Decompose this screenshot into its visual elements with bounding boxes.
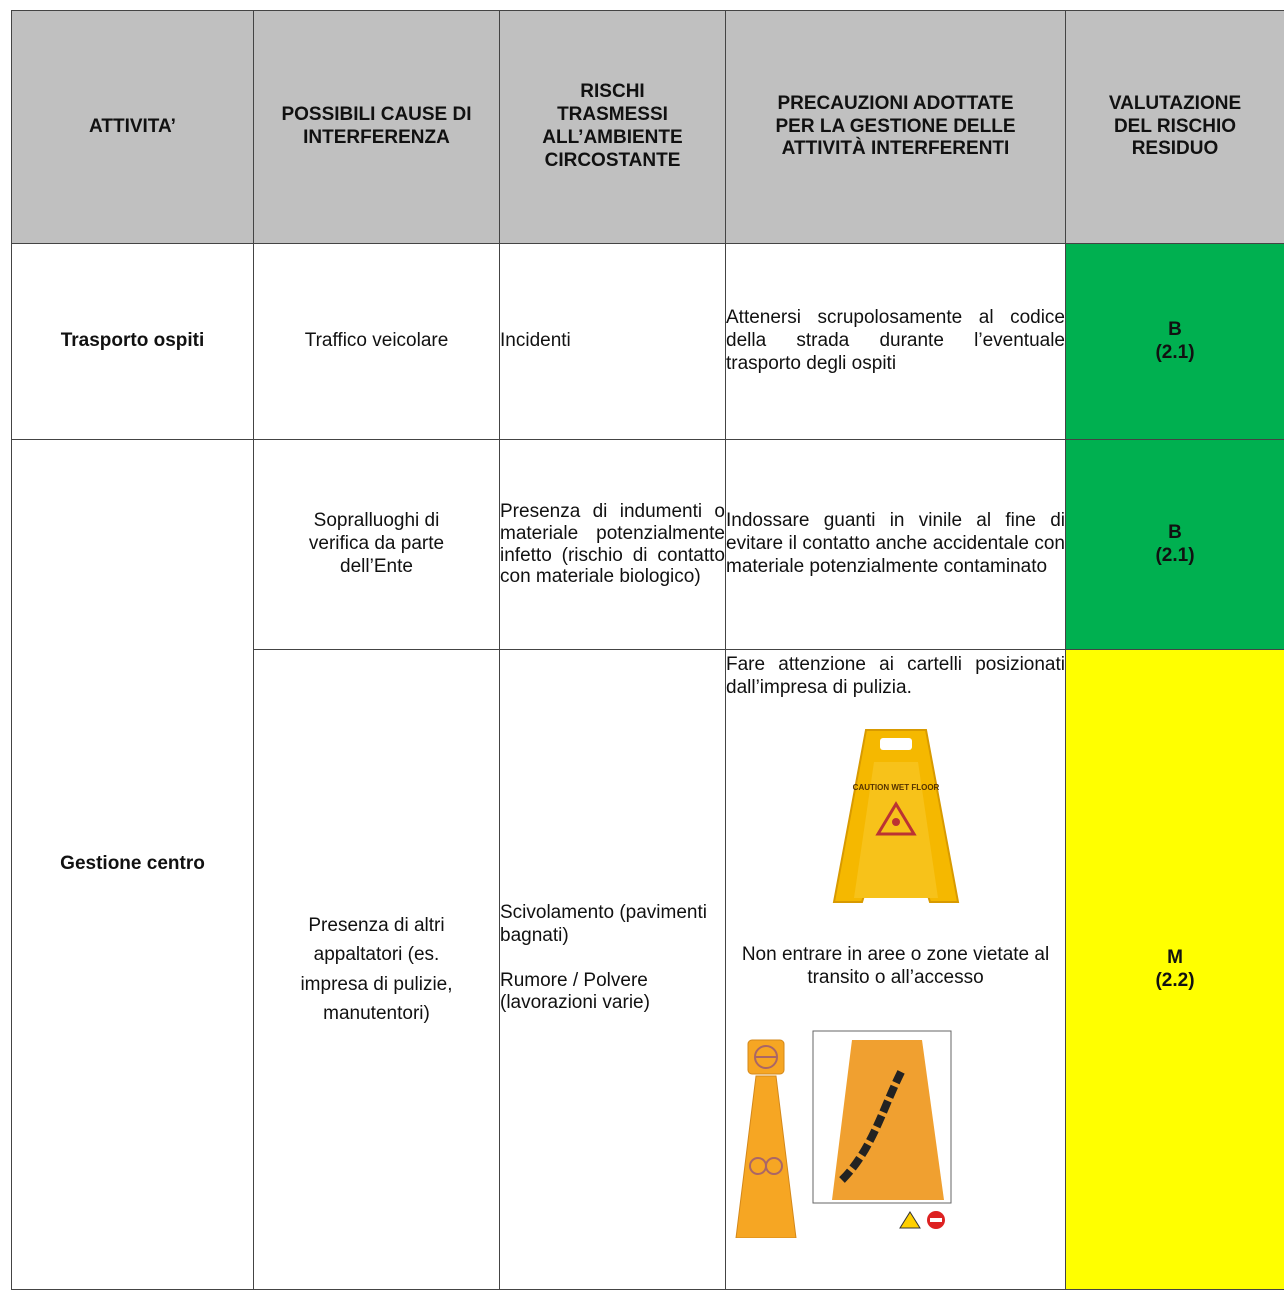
header-causes-text: POSSIBILI CAUSE DI INTERFERENZA bbox=[281, 104, 472, 148]
header-precautions bbox=[726, 11, 1066, 244]
risk-cell: Presenza di indumenti o materiale potenzialmente infetto (rischio di contatto con materiale biologico) bbox=[500, 440, 726, 650]
header-risks-text: RISCHI TRASMESSI ALL’AMBIENTE CIRCOSTANTE bbox=[542, 81, 683, 171]
wet-floor-sign-icon bbox=[826, 722, 966, 912]
header-causes bbox=[254, 11, 500, 244]
header-evaluation-text: VALUTAZIONE DEL RISCHIO RESIDUO bbox=[1108, 92, 1242, 160]
precaution-restricted-text: Non entrare in aree o zone vietate al transito o all’accesso bbox=[741, 944, 1050, 989]
precaution-signs-text: Fare attenzione ai cartelli posizionati dall’impresa di pulizia. bbox=[726, 654, 1065, 698]
risk-cell: Incidenti bbox=[500, 244, 726, 440]
table-row bbox=[12, 244, 1284, 440]
table-row bbox=[12, 440, 1284, 650]
cause-text: Presenza di altri appaltatori (es. impresa di pulizie, manutentori) bbox=[300, 914, 453, 1024]
table-header-row bbox=[12, 11, 1284, 244]
evaluation-cell bbox=[1066, 244, 1284, 440]
risk-code: (2.1) bbox=[1155, 341, 1195, 363]
header-activity: ATTIVITA’ bbox=[12, 11, 254, 244]
evaluation-cell bbox=[1066, 650, 1284, 1290]
risk-cell bbox=[500, 650, 726, 1290]
barrier-illustration bbox=[726, 1030, 1065, 1250]
cause-text: Sopralluoghi di verifica da parte dell’Ente bbox=[308, 510, 445, 577]
risk-slip-text: Scivolamento (pavimenti bagnati) bbox=[500, 901, 707, 946]
precaution-cell: Attenersi scrupolosamente al codice della strada durante l’eventuale trasporto degli ospiti bbox=[726, 244, 1066, 440]
risk-noise-text: Rumore / Polvere (lavorazioni varie) bbox=[500, 969, 650, 1014]
header-evaluation bbox=[1066, 11, 1284, 244]
header-risks bbox=[500, 11, 726, 244]
header-precautions-text: PRECAUZIONI ADOTTATE PER LA GESTIONE DELLE ATTIVITÀ INTERFERENTI bbox=[775, 92, 1016, 160]
cause-cell bbox=[254, 440, 500, 650]
risk-code: (2.1) bbox=[1155, 544, 1195, 566]
precaution-cell: Indossare guanti in vinile al fine di evitare il contatto anche accidentale con materiale potenzialmente contaminato bbox=[726, 440, 1066, 650]
risk-level: M bbox=[1167, 946, 1183, 968]
wet-floor-sign-label: CAUTION WET FLOOR bbox=[852, 782, 939, 792]
risk-level: B bbox=[1168, 318, 1182, 340]
activity-cell: Trasporto ospiti bbox=[12, 244, 254, 440]
evaluation-cell bbox=[1066, 440, 1284, 650]
traffic-cone-icon bbox=[726, 1038, 806, 1238]
risk-code: (2.2) bbox=[1155, 969, 1195, 991]
risk-assessment-table bbox=[11, 10, 1284, 1290]
risk-level: B bbox=[1168, 521, 1182, 543]
wet-floor-sign-illustration bbox=[726, 722, 1065, 919]
activity-cell: Gestione centro bbox=[12, 440, 254, 1290]
chain-barrier-icon bbox=[812, 1030, 952, 1230]
cause-cell bbox=[254, 650, 500, 1290]
cause-cell: Traffico veicolare bbox=[254, 244, 500, 440]
precaution-cell bbox=[726, 650, 1066, 1290]
